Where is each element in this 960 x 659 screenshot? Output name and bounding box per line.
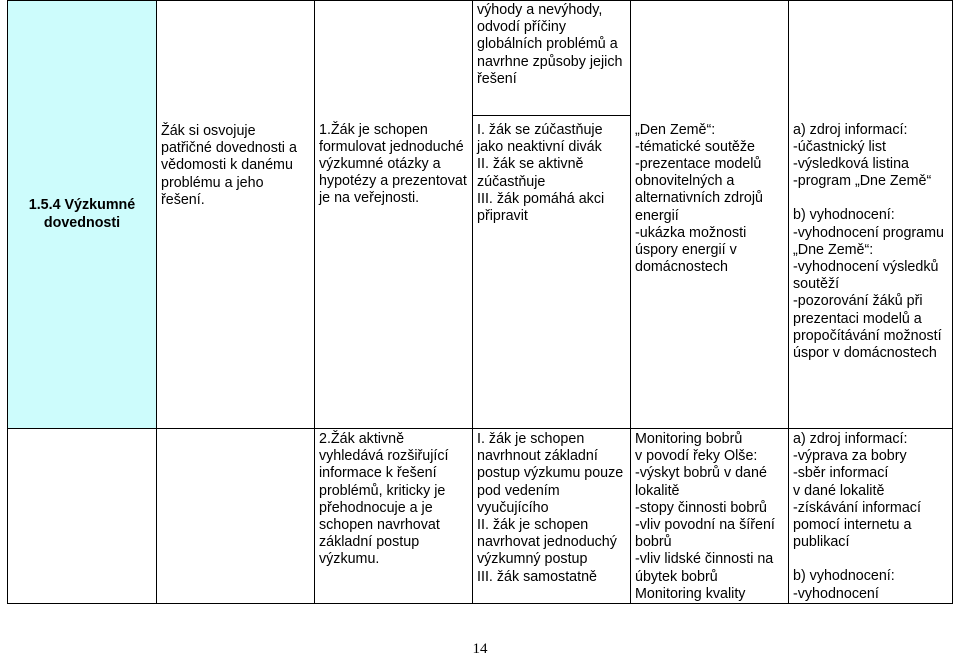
evaluation-cell xyxy=(789,429,953,604)
evaluation-result-text: b) vyhodnocení: -vyhodnocení programu „Dne Země“: -vyhodnocení výsledků soutěží -pozorování žáků při prezentaci modelů a propočítávání možností úspor v domácnostech xyxy=(793,207,944,361)
evaluation-cell xyxy=(789,116,953,429)
level-top-cell xyxy=(473,1,631,116)
table-row xyxy=(8,1,953,116)
evaluation-source-text: a) zdroj informací: -účastnický list -výsledková listina -program „Dne Země“ xyxy=(793,121,932,190)
activity-cell xyxy=(631,429,789,604)
evaluation-result-text: b) vyhodnocení: -vyhodnocení xyxy=(793,568,895,602)
activity-text: „Den Země“: -tématické soutěže -prezentace modelů obnovitelných a alternativních zdrojů energií -ukázka možnosti úspory energií v domácnostech xyxy=(635,121,763,276)
level-top-text: výhody a nevýhody, odvodí příčiny globálních problémů a navrhne způsoby jejich řešení xyxy=(477,2,623,87)
curriculum-table xyxy=(7,0,953,604)
competence-text: Žák si osvojuje patřičné dovednosti a vědomosti k danému problému a jeho řešení. xyxy=(161,123,297,208)
outcome-cell xyxy=(315,116,473,429)
level-text: I. žák je schopen navrhnout základní postup výzkumu pouze pod vedením vyučujícího II. žák je schopen navrhovat jednoduchý výzkumný postup III. žák samostatně xyxy=(477,431,624,585)
empty-competence-cell xyxy=(157,429,315,604)
activity-text: Monitoring bobrů v povodí řeky Olše: -výskyt bobrů v dané lokalitě -stopy činnosti bobrů -vliv povodní na šíření bobrů -vliv lidské činnosti na úbytek bobrů Monitoring kvality xyxy=(635,431,775,602)
evaluation-source-text: a) zdroj informací: -výprava za bobry -sběr informací v dané lokalitě -získávání informací pomocí internetu a publikací xyxy=(793,431,921,551)
level-cell xyxy=(473,429,631,604)
outcome-top-cell xyxy=(315,1,473,116)
section-title: 1.5.4 Výzkumné dovednosti xyxy=(28,197,136,231)
page-number: 14 xyxy=(472,641,488,657)
outcome-cell xyxy=(315,429,473,604)
level-cell xyxy=(473,116,631,429)
activity-cell xyxy=(631,116,789,429)
activity-top-cell xyxy=(631,1,789,116)
level-text: I. žák se zúčastňuje jako neaktivní divák II. žák se aktivně zúčastňuje III. žák pomáhá akci připravit xyxy=(477,122,605,225)
empty-title-cell xyxy=(8,429,157,604)
spacer xyxy=(793,190,948,207)
table-row xyxy=(8,429,953,604)
spacer xyxy=(793,551,948,568)
section-title-cell xyxy=(8,1,157,429)
evaluation-top-cell xyxy=(789,1,953,116)
competence-cell xyxy=(157,1,315,429)
outcome-text: 1.Žák je schopen formulovat jednoduché výzkumné otázky a hypotézy a prezentovat je na veřejnosti. xyxy=(319,121,467,207)
outcome-text: 2.Žák aktivně vyhledává rozšiřující informace k řešení problémů, kriticky je přehodnocuje a je schopen navrhovat základní postup výzkumu. xyxy=(319,431,449,568)
